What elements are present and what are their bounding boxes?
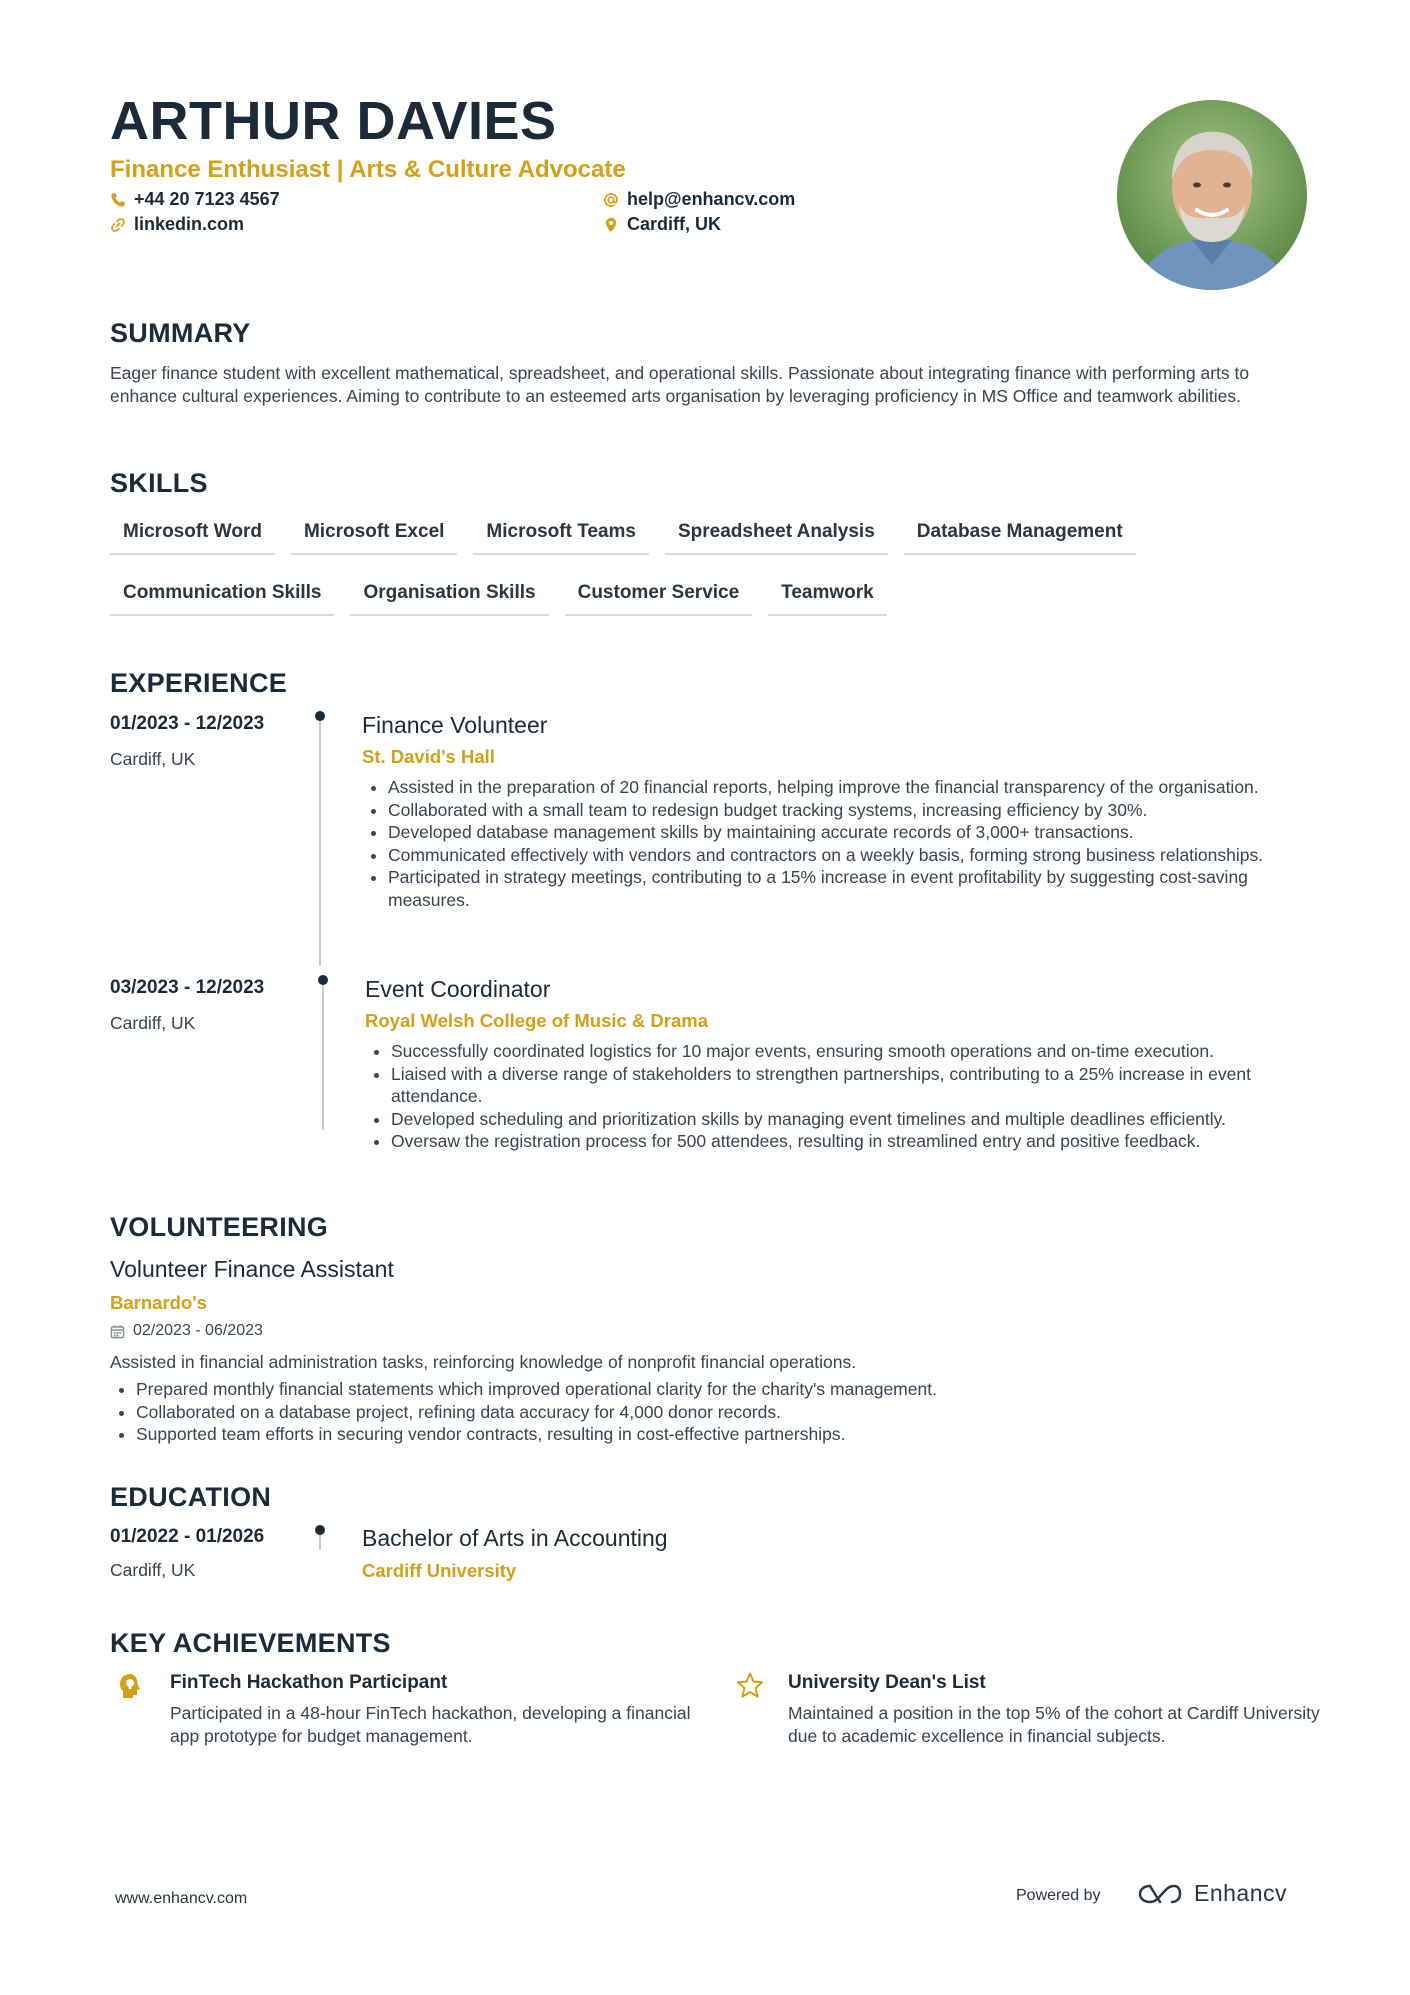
- timeline-line: [322, 980, 324, 1130]
- enhancv-logo-icon: [1136, 1881, 1184, 1907]
- experience-role: Finance Volunteer: [362, 712, 548, 738]
- education-location: Cardiff, UK: [110, 1560, 196, 1580]
- skills-row: [110, 579, 1310, 616]
- list-item: • Successfully coordinated logistics for 10 major events, ensuring smooth operations and on-time execution.: [391, 1040, 1331, 1063]
- achievement-title: University Dean's List: [788, 1672, 986, 1693]
- list-item: • Developed scheduling and prioritization skills by managing event timelines and multiple deadlines efficiently.: [391, 1108, 1331, 1131]
- star-icon: [735, 1671, 765, 1701]
- skill-tag: Teamwork: [768, 579, 887, 616]
- timeline-line: [319, 716, 321, 966]
- skills-row: [110, 518, 1310, 555]
- volunteering-heading: VOLUNTEERING: [110, 1212, 329, 1242]
- experience-dates: 03/2023 - 12/2023: [110, 977, 265, 998]
- skills-list: [110, 518, 1310, 640]
- skill-tag: Database Management: [904, 518, 1136, 555]
- link-icon: [110, 217, 126, 233]
- experience-bullets: [365, 1040, 1331, 1153]
- experience-org: St. David's Hall: [362, 746, 495, 767]
- profile-photo: [1117, 100, 1307, 290]
- at-sign-icon: [603, 192, 619, 208]
- volunteering-description: Assisted in financial administration tasks, reinforcing knowledge of nonprofit financial operations.: [110, 1352, 857, 1372]
- achievement-description: Participated in a 48-hour FinTech hackathon, developing a financial app prototype for budget management.: [170, 1703, 691, 1746]
- experience-bullets: [362, 776, 1328, 911]
- list-item: • Liaised with a diverse range of stakeholders to strengthen partnerships, contributing to a 25% increase in event attendance.: [391, 1063, 1331, 1108]
- contact-email: [603, 189, 795, 210]
- contact-linkedin: [110, 214, 244, 235]
- achievement-description: Maintained a position in the top 5% of the cohort at Cardiff University due to academic excellence in financial subjects.: [788, 1703, 1320, 1746]
- education-heading: EDUCATION: [110, 1482, 272, 1512]
- education-dates: 01/2022 - 01/2026: [110, 1526, 265, 1547]
- experience-heading: EXPERIENCE: [110, 668, 288, 698]
- skills-heading: SKILLS: [110, 468, 208, 498]
- achievement-title: FinTech Hackathon Participant: [170, 1672, 448, 1693]
- timeline-dot: [318, 975, 328, 985]
- experience-dates: 01/2023 - 12/2023: [110, 713, 265, 734]
- experience-location: Cardiff, UK: [110, 749, 196, 769]
- skill-tag: Microsoft Teams: [473, 518, 649, 555]
- experience-role: Event Coordinator: [365, 976, 551, 1002]
- footer-powered-by: Powered by: [1016, 1887, 1101, 1904]
- list-item: • Communicated effectively with vendors and contractors on a weekly basis, forming strong business relationships.: [388, 844, 1328, 867]
- education-school: Cardiff University: [362, 1560, 517, 1581]
- education-degree: Bachelor of Arts in Accounting: [362, 1525, 668, 1551]
- list-item: • Collaborated with a small team to redesign budget tracking systems, increasing efficiency by 30%.: [388, 799, 1328, 822]
- timeline-dot: [315, 1525, 325, 1535]
- linkedin-text[interactable]: linkedin.com: [134, 214, 245, 234]
- volunteering-org: Barnardo's: [110, 1292, 207, 1313]
- contact-phone: [110, 189, 280, 210]
- list-item: • Participated in strategy meetings, contributing to a 15% increase in event profitability by suggesting cost-saving measures.: [388, 866, 1328, 911]
- skill-tag: Microsoft Excel: [291, 518, 457, 555]
- email-text[interactable]: help@enhancv.com: [627, 189, 796, 209]
- candidate-headline: Finance Enthusiast | Arts & Culture Advocate: [110, 156, 626, 183]
- candidate-name: ARTHUR DAVIES: [110, 91, 557, 151]
- enhancv-logo[interactable]: [1136, 1880, 1287, 1907]
- phone-icon: [110, 192, 126, 208]
- contact-location: [603, 214, 721, 235]
- phone-text[interactable]: +44 20 7123 4567: [134, 189, 280, 209]
- achievements-heading: KEY ACHIEVEMENTS: [110, 1628, 391, 1658]
- skill-tag: Organisation Skills: [350, 579, 548, 616]
- location-text: Cardiff, UK: [627, 214, 721, 234]
- list-item: • Supported team efforts in securing vendor contracts, resulting in cost-effective partnerships.: [136, 1423, 1326, 1446]
- volunteering-role: Volunteer Finance Assistant: [110, 1256, 394, 1282]
- experience-org: Royal Welsh College of Music & Drama: [365, 1010, 709, 1031]
- timeline-dot: [315, 711, 325, 721]
- skill-tag: Microsoft Word: [110, 518, 275, 555]
- summary-heading: SUMMARY: [110, 318, 251, 348]
- list-item: • Developed database management skills by maintaining accurate records of 3,000+ transactions.: [388, 821, 1328, 844]
- skill-tag: Spreadsheet Analysis: [665, 518, 888, 555]
- list-item: • Assisted in the preparation of 20 financial reports, helping improve the financial transparency of the organisation.: [388, 776, 1328, 799]
- footer-brand: Enhancv: [1194, 1880, 1288, 1906]
- volunteering-bullets: [110, 1378, 1326, 1446]
- footer-website[interactable]: www.enhancv.com: [115, 1890, 248, 1907]
- experience-location: Cardiff, UK: [110, 1013, 196, 1033]
- map-pin-icon: [603, 217, 619, 233]
- skill-tag: Customer Service: [565, 579, 753, 616]
- volunteering-dates: [110, 1322, 263, 1340]
- list-item: • Collaborated on a database project, refining data accuracy for 4,000 donor records.: [136, 1401, 1326, 1424]
- skill-tag: Communication Skills: [110, 579, 334, 616]
- summary-text: Eager finance student with excellent mathematical, spreadsheet, and operational skills. Passionate about integrating finance with performing arts to enhance cultural experiences. Aiming to contribute to an esteemed arts organisation by leveraging proficiency in MS Office and teamwork abilities.: [110, 363, 1250, 406]
- list-item: • Oversaw the registration process for 500 attendees, resulting in streamlined entry and positive feedback.: [391, 1130, 1331, 1153]
- list-item: • Prepared monthly financial statements which improved operational clarity for the charity's management.: [136, 1378, 1326, 1401]
- volunteering-dates-text: 02/2023 - 06/2023: [133, 1322, 263, 1339]
- head-lightbulb-icon: [116, 1671, 146, 1701]
- calendar-icon: [110, 1324, 125, 1339]
